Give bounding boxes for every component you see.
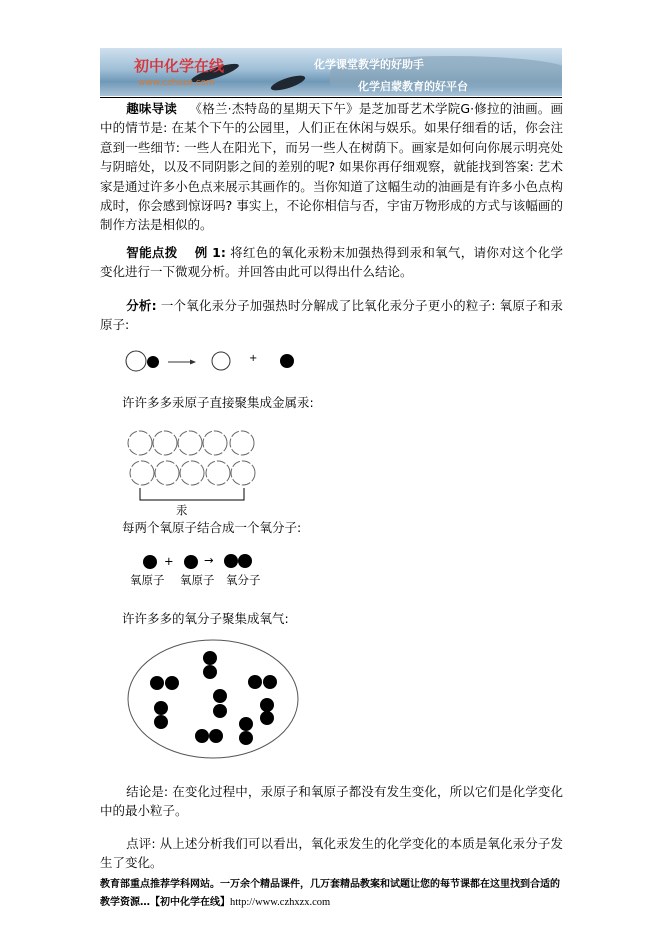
footer-text: 教育部重点推荐学科网站。一万余个精品课件，几万套精品教案和试题让您的每节课都在这里找到合适的教学资源…【初中化学在线】 (100, 879, 560, 909)
oxygen-atom (154, 715, 168, 729)
arrow-head (190, 360, 196, 365)
plus-sign: + (249, 353, 258, 365)
decomposition-svg (0, 334, 661, 393)
arrow-sign: → (204, 553, 214, 568)
mercury-label: 汞 (176, 502, 188, 517)
oxygen-atom (280, 354, 294, 368)
oxygen-atom (184, 555, 198, 569)
oxygen-atom (154, 701, 168, 715)
oxygen-pair-svg (0, 537, 661, 590)
mercury-svg (0, 413, 661, 518)
mercury-atom (128, 431, 152, 455)
oxygen-atom (150, 676, 164, 690)
comment-paragraph (100, 834, 563, 873)
oxygen-molecule-atom (224, 554, 238, 568)
oxygen-atom (209, 729, 223, 743)
banner-logo: 初中化学在线 (134, 57, 225, 75)
example-paragraph (100, 243, 563, 282)
footer-link[interactable]: http://www.czhxzx.com (230, 897, 331, 909)
intro-text: 《格兰·杰特岛的星期天下午》是芝加哥艺术学院G·修拉的油画。画中的情节是: 在某个下午的公园里，人们正在休闲与娱乐。如果仔细看的话，你会注意到一些细节: 一些人在阳光下，而另一些人在树荫下。画家是如何向你展示明亮处与阴暗处，以及不同阴影之间的差别的呢? 如果你再仔细观察，就能找到答案: 艺术家是通过许多小色点来展示其画作的。当你知道了这幅生动的油画是有许多小色点构成时，你会感到惊讶吗? 事实上，不论你相信与否，宇宙万物形成的方式与该幅画的制作方法是相似的。 (100, 101, 563, 233)
mercury-atom (155, 461, 179, 485)
intro-heading: 趣味导读 (126, 101, 178, 116)
oxygen-molecule-atom (238, 554, 252, 568)
analysis-paragraph (100, 296, 563, 335)
banner-slogan: 化学启蒙教育的好平台 (358, 80, 468, 93)
oxygen-atom (165, 676, 179, 690)
conclusion-text: 在变化过程中，汞原子和氧原子都没有发生变化，所以它们是化学变化中的最小粒子。 (100, 783, 563, 819)
comment-label: 点评: (126, 835, 156, 851)
oxygen-atom (248, 675, 262, 689)
mercury-atom (153, 431, 177, 455)
oxygen-pair-diagram (100, 537, 563, 590)
mercury-atom (126, 351, 146, 371)
oxygen-atom (195, 729, 209, 743)
mercury-atom (206, 461, 230, 485)
mercury-atom (230, 431, 254, 455)
oxygen-gas-diagram (100, 629, 563, 782)
decomposition-diagram (100, 334, 563, 393)
example-text: 将红色的氧化汞粉末加强热得到汞和氧气，请你对这个化学变化进行一下微观分析。并回答由此可以得出什么结论。 (100, 244, 563, 280)
oxygen-atom (147, 356, 159, 368)
mercury-caption: 许许多多汞原子直接聚集成金属汞: (122, 395, 314, 411)
oxygen-gas-caption: 许许多多的氧分子聚集成氧气: (122, 611, 289, 627)
oxygen-atom (213, 704, 227, 718)
oxygen-gas-svg (0, 629, 661, 782)
document-body (100, 99, 563, 932)
oxygen-atom (239, 731, 253, 745)
mercury-atom (231, 461, 255, 485)
oxygen-atom (263, 675, 277, 689)
mercury-atom (180, 461, 204, 485)
orca-image (269, 73, 306, 94)
oxygen-pair-caption: 每两个氧原子结合成一个氧分子: (122, 519, 302, 535)
oxygen-atom (203, 651, 217, 665)
oxygen-atom (213, 689, 227, 703)
oxygen-atom (260, 698, 274, 712)
intro-paragraph (100, 99, 563, 235)
analysis-text: 一个氧化汞分子加强热时分解成了比氧化汞分子更小的粒子: 氧原子和汞原子: (100, 297, 564, 333)
mercury-diagram (100, 413, 563, 518)
molecule-label: 氧分子 (226, 573, 261, 588)
mercury-atom (203, 431, 227, 455)
oxygen-atom (143, 555, 157, 569)
conclusion-label: 结论是: (126, 783, 169, 799)
analysis-label: 分析: (126, 297, 157, 313)
oxygen-atom (260, 711, 274, 725)
conclusion-paragraph (100, 782, 563, 821)
example-heading: 智能点拨 (126, 244, 178, 260)
site-banner[interactable] (100, 48, 562, 96)
divider (100, 97, 562, 98)
comment-text: 从上述分析我们可以看出，氧化汞发生的化学变化的本质是氧化汞分子发生了变化。 (100, 835, 563, 870)
plus-sign: + (164, 554, 174, 569)
mercury-atom (178, 431, 202, 455)
atom-label: 氧原子 (130, 573, 165, 588)
footer (100, 876, 563, 912)
banner-url: www.czhxzx.com (138, 78, 215, 88)
atom-label: 氧原子 (180, 573, 215, 588)
example-label: 例 1: (194, 244, 226, 260)
oxygen-atom (203, 665, 217, 679)
mercury-atom (212, 352, 230, 370)
mercury-atom (130, 461, 154, 485)
banner-slogan: 化学课堂教学的好助手 (314, 58, 424, 71)
oxygen-atom (239, 717, 253, 731)
bracket (140, 488, 244, 500)
